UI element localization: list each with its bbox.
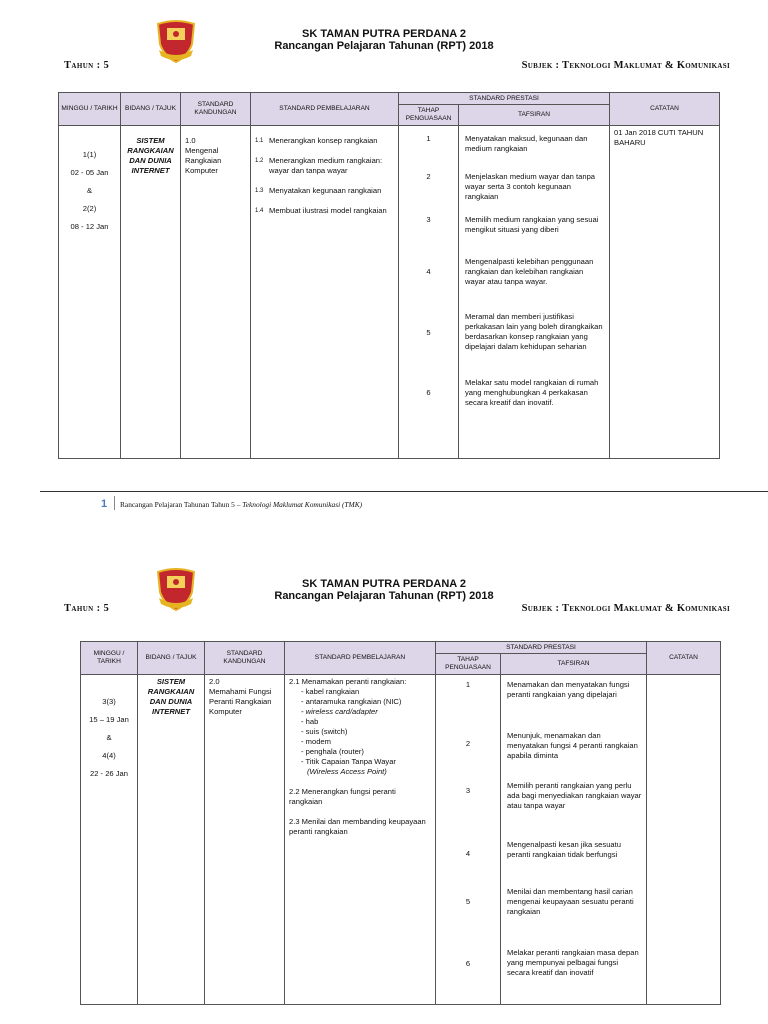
list-item: - antaramuka rangkaian (NIC) <box>301 697 402 706</box>
interpretation-item: Memilih medium rangkaian yang sesuai mengikut situasi yang diberi <box>465 215 599 234</box>
notes-cell <box>647 675 721 1005</box>
week-line: 2(2) <box>82 204 97 213</box>
content-text: Mengenal Rangkaian Komputer <box>185 146 222 175</box>
content-code: 1.0 <box>185 136 196 145</box>
device-list <box>289 687 431 777</box>
header-interpretation: TAFSIRAN <box>459 105 610 126</box>
week-line: 4(4) <box>102 751 116 760</box>
level-value: 1 <box>465 680 471 689</box>
level-value: 6 <box>465 959 471 968</box>
header-content: STANDARD KANDUNGAN <box>181 93 251 126</box>
week-line: & <box>86 186 93 195</box>
header-area: BIDANG / TAJUK <box>121 93 181 126</box>
level-value: 5 <box>465 897 471 906</box>
learning-item: 2.3 Menilai dan membanding keupayaan peranti rangkaian <box>289 817 426 836</box>
level-cell <box>436 675 501 1005</box>
school-name: SK TAMAN PUTRA PERDANA 2 <box>302 578 466 590</box>
list-item: - Titik Capaian Tanpa Wayar <box>301 757 396 766</box>
list-item: - wireless card/adapter <box>301 707 378 716</box>
interpretation-item: Memilih peranti rangkaian yang perlu ada bagi menyediakan rangkaian wayar atau tanpa wayar <box>507 781 642 810</box>
header-notes: CATATAN <box>647 642 721 675</box>
header-level: TAHAP PENGUASAAN <box>436 654 501 675</box>
learning-cell <box>285 675 436 1005</box>
header-week: MINGGU / TARIKH <box>59 93 121 126</box>
interpretation-item: Meramal dan memberi justifikasi perkakasan lain yang boleh dirangkaikan berdasarkan konsep rangkaian yang dipelajari dalam kehidupan seharian <box>465 312 603 351</box>
content-code: 2.0 <box>209 677 220 686</box>
year-label: Tahun : 5 <box>64 60 110 71</box>
footer-separator <box>114 496 115 510</box>
header-notes: CATATAN <box>610 93 720 126</box>
week-line: 15 – 19 Jan <box>89 715 129 724</box>
learning-item: 1.4 Membuat ilustrasi model rangkaian <box>255 206 387 215</box>
list-item: - hab <box>301 717 319 726</box>
header-interpretation: TAFSIRAN <box>501 654 647 675</box>
level-value: 3 <box>465 786 471 795</box>
learning-item: 1.3 Menyatakan kegunaan rangkaian <box>255 186 382 195</box>
rpt-table-2 <box>80 641 721 1005</box>
header-performance: STANDARD PRESTASI <box>436 642 647 654</box>
footer-page-number: 1 <box>101 498 108 510</box>
page-2 <box>0 560 768 1024</box>
level-value: 2 <box>426 172 431 181</box>
level-value: 1 <box>426 134 431 143</box>
learning-item: 1.2 Menerangkan medium rangkaian: wayar dan tanpa wayar <box>255 156 383 175</box>
header-week: MINGGU / TARIKH <box>81 642 138 675</box>
interpretation-item: Menilai dan membentang hasil carian mengenai keupayaan sesuatu peranti rangkaian <box>507 887 634 916</box>
interpretation-item: Menjelaskan medium wayar dan tanpa wayar serta 3 contoh kegunaan rangkaian <box>465 172 596 201</box>
interpretation-item: Menamakan dan menyatakan fungsi peranti rangkaian yang dipelajari <box>507 680 630 699</box>
level-value: 5 <box>426 328 431 337</box>
list-item: - modem <box>301 737 331 746</box>
notes-cell: 01 Jan 2018 CUTI TAHUN BAHARU <box>610 126 720 459</box>
interpretation-cell <box>459 126 610 459</box>
subject-label: Subjek : Teknologi Maklumat & Komunikasi <box>521 603 730 614</box>
interpretation-item: Melakar satu model rangkaian di rumah yang menghubungkan 4 perkakasan secara kreatif dan inovatif. <box>465 378 599 407</box>
level-value: 6 <box>426 388 431 397</box>
list-item: - suis (switch) <box>301 727 348 736</box>
list-item: (Wireless Access Point) <box>307 767 387 776</box>
subject-label: Subjek : Teknologi Maklumat & Komunikasi <box>521 60 730 71</box>
learning-item: 2.2 Menerangkan fungsi peranti rangkaian <box>289 787 396 806</box>
header-level: TAHAP PENGUASAAN <box>399 105 459 126</box>
year-label: Tahun : 5 <box>64 603 110 614</box>
level-value: 4 <box>465 849 471 858</box>
list-item: - kabel rangkaian <box>301 687 360 696</box>
header-learning: STANDARD PEMBELAJARAN <box>285 642 436 675</box>
level-value: 2 <box>465 739 471 748</box>
area-cell: SISTEM RANGKAIAN DAN DUNIA INTERNET <box>121 126 181 459</box>
footer-text: Rancangan Pelajaran Tahunan Tahun 5 – Teknologi Maklumat Komunikasi (TMK) <box>120 500 363 509</box>
plan-title: Rancangan Pelajaran Tahunan (RPT) 2018 <box>274 40 494 52</box>
week-line: 08 - 12 Jan <box>70 222 109 231</box>
week-line: 22 - 26 Jan <box>90 769 128 778</box>
learning-item: 1.1 Menerangkan konsep rangkaian <box>255 136 378 145</box>
header-area: BIDANG / TAJUK <box>138 642 205 675</box>
interpretation-item: Menunjuk, menamakan dan menyatakan fungsi 4 peranti rangkaian apabila diminta <box>507 731 638 760</box>
week-cell <box>81 675 138 1005</box>
interpretation-item: Melakar peranti rangkaian masa depan yang mempunyai pelbagai fungsi secara kreatif dan inovatif <box>507 948 639 977</box>
level-value: 3 <box>426 215 431 224</box>
week-line: & <box>106 733 112 742</box>
week-line: 1(1) <box>82 150 97 159</box>
header-performance: STANDARD PRESTASI <box>399 93 610 105</box>
week-line: 3(3) <box>102 697 116 706</box>
week-cell <box>59 126 121 459</box>
school-name: SK TAMAN PUTRA PERDANA 2 <box>302 28 466 40</box>
interpretation-item: Mengenalpasti kesan jika sesuatu peranti rangkaian tidak berfungsi <box>507 840 621 859</box>
interpretation-item: Menyatakan maksud, kegunaan dan medium rangkaian <box>465 134 588 153</box>
footer-divider <box>40 491 768 492</box>
plan-title: Rancangan Pelajaran Tahunan (RPT) 2018 <box>274 590 494 602</box>
header-content: STANDARD KANDUNGAN <box>205 642 285 675</box>
level-value: 4 <box>426 267 431 276</box>
learning-cell <box>251 126 399 459</box>
interpretation-item: Mengenalpasti kelebihan penggunaan rangkaian dan kelebihan rangkaian wayar atau tanpa wayar. <box>465 257 594 286</box>
content-text: Memahami Fungsi Peranti Rangkaian Komputer <box>209 687 272 716</box>
header-learning: STANDARD PEMBELAJARAN <box>251 93 399 126</box>
rpt-table-1 <box>58 92 720 459</box>
week-line: 02 - 05 Jan <box>70 168 109 177</box>
learning-title: 2.1 Menamakan peranti rangkaian: <box>289 677 407 686</box>
content-cell <box>205 675 285 1005</box>
list-item: - penghala (router) <box>301 747 364 756</box>
level-cell <box>399 126 459 459</box>
content-cell <box>181 126 251 459</box>
area-cell: SISTEM RANGKAIAN DAN DUNIA INTERNET <box>138 675 205 1005</box>
interpretation-cell <box>501 675 647 1005</box>
